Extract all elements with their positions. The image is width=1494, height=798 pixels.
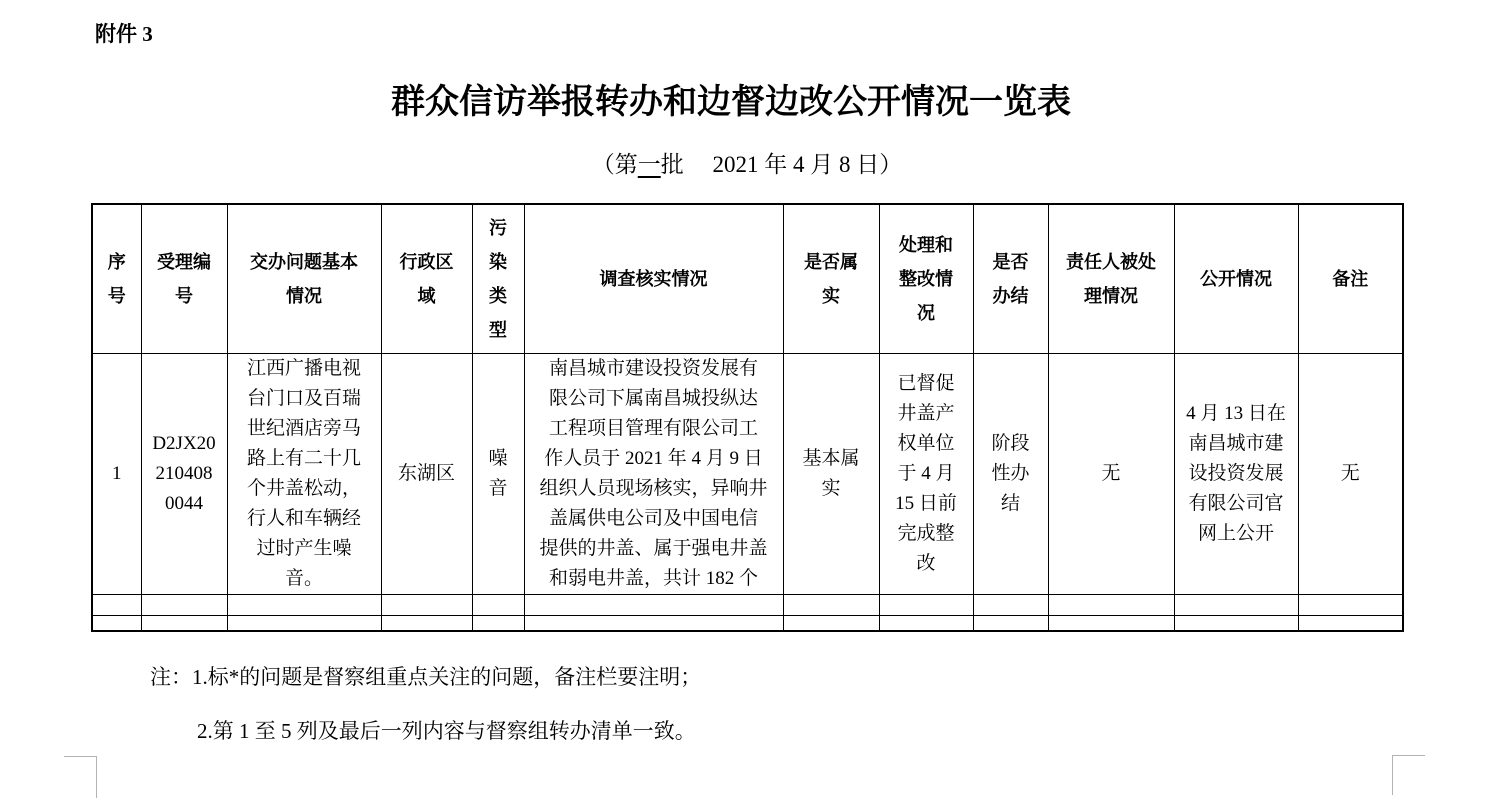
cell-remarks: 无 (1298, 353, 1403, 594)
cell-seq: 1 (92, 353, 141, 594)
cell-is-true: 基本属 实 (783, 353, 879, 594)
table-empty-row (92, 615, 1403, 631)
cell-district: 东湖区 (381, 353, 472, 594)
col-header-pollution-type: 污 染 类 型 (472, 204, 524, 353)
cell-pollution-type: 噪 音 (472, 353, 524, 594)
page-corner-mark-right (1392, 755, 1393, 795)
page-subtitle (0, 146, 1494, 179)
cell-responsible-handled: 无 (1048, 353, 1174, 594)
cell-problem: 江西广播电视 台门口及百瑞 世纪酒店旁马 路上有二十几 个井盖松动， 行人和车辆经 过时产生噪 音。 (227, 353, 381, 594)
note-1: 注：1.标*的问题是督察组重点关注的问题，备注栏要注明； (150, 665, 702, 689)
col-header-disclosure: 公开情况 (1174, 204, 1298, 353)
note-2: 2.第 1 至 5 列及最后一列内容与督察组转办清单一致。 (197, 719, 696, 743)
table-empty-row (92, 594, 1403, 615)
cell-case-no: D2JX20 210408 0044 (141, 353, 227, 594)
col-header-verification: 调查核实情况 (524, 204, 783, 353)
cell-disclosure: 4 月 13 日在 南昌城市建 设投资发展 有限公司官 网上公开 (1174, 353, 1298, 594)
cell-verification: 南昌城市建设投资发展有 限公司下属南昌城投纵达 工程项目管理有限公司工 作人员于 2021 年 4 月 9 日 组织人员现场核实，异响井 盖属供电公司及中国电信 提供的井盖、属于强电井盖 和弱电井盖，共计 182 个 (524, 353, 783, 594)
col-header-case-no: 受理编 号 (141, 204, 227, 353)
col-header-responsible-handled: 责任人被处 理情况 (1048, 204, 1174, 353)
subtitle-prefix: （第 (591, 152, 638, 177)
col-header-handling: 处理和 整改情 况 (879, 204, 973, 353)
col-header-problem: 交办问题基本 情况 (227, 204, 381, 353)
table-row (92, 353, 1403, 594)
attachment-label: 附件 3 (95, 22, 153, 46)
report-table (91, 203, 1404, 632)
page-corner-mark-left (96, 756, 97, 798)
page-title: 群众信访举报转办和边督边改公开情况一览表 (391, 83, 1071, 121)
col-header-is-true: 是否属 实 (783, 204, 879, 353)
col-header-remarks: 备注 (1298, 204, 1403, 353)
page-corner-mark-left (64, 756, 97, 757)
cell-is-closed: 阶段 性办 结 (973, 353, 1048, 594)
col-header-is-closed: 是否 办结 (973, 204, 1048, 353)
subtitle-suffix: 批 2021 年 4 月 8 日） (660, 152, 903, 177)
col-header-district: 行政区 域 (381, 204, 472, 353)
subtitle-batch-number: 一 (637, 152, 661, 177)
col-header-seq: 序 号 (92, 204, 141, 353)
page-corner-mark-right (1392, 755, 1425, 756)
table-header-row (92, 204, 1403, 353)
cell-handling: 已督促 井盖产 权单位 于 4 月 15 日前 完成整 改 (879, 353, 973, 594)
